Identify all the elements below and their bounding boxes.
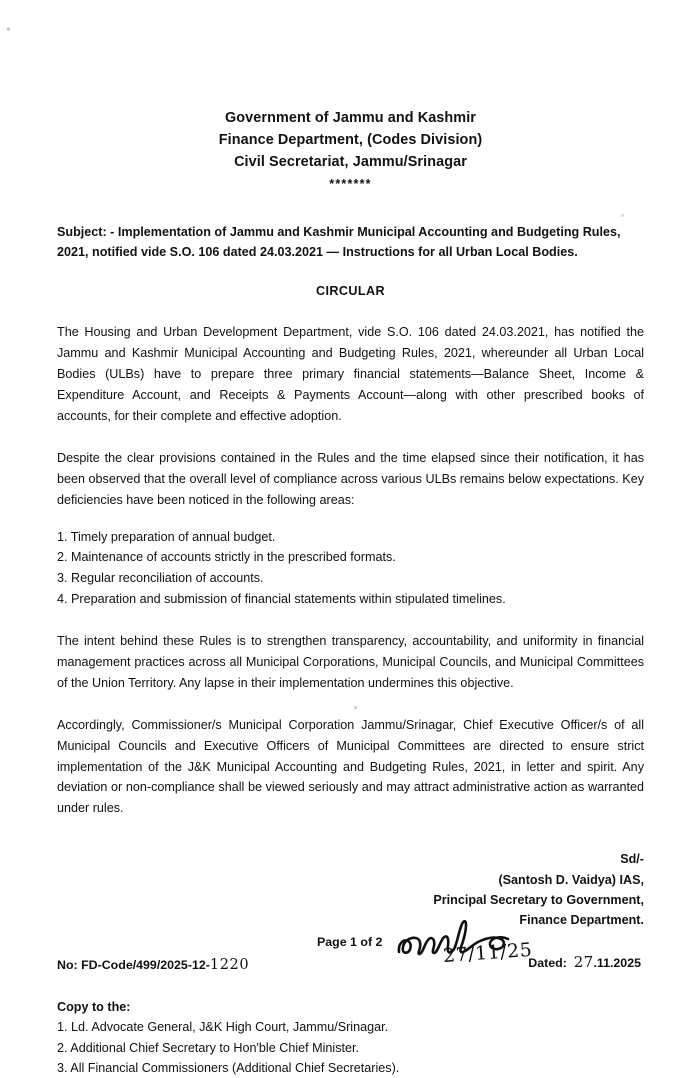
list-item: 3. All Financial Commissioners (Additional Chief Secretaries). — [57, 1061, 400, 1075]
paragraph-directive: Accordingly, Commissioner/s Municipal Corporation Jammu/Srinagar, Chief Executive Officer/s of all Municipal Councils and Executive Officers of Municipal Committees are directed to ensure strict implementation of the J&K Municipal Accounting and Budgeting Rules, 2021, in letter and spirit. Any deviation or non-compliance shall be viewed seriously and may attract administrative action as warranted under rules. — [57, 717, 644, 816]
paragraph-notification: The Housing and Urban Development Department, vide S.O. 106 dated 24.03.2021, has notified the Jammu and Kashmir Municipal Accounting and Budgeting Rules, 2021, whereunder all Urban Local Bodies (ULBs) have to prepare three primary financial statements—Balance Sheet, Income & Expenditure Account, and Receipts & Payments Account—along with other prescribed books of accounts, for their complete and effective adoption. — [57, 325, 644, 424]
page-footer — [0, 930, 696, 1000]
list-item: 3. Regular reconciliation of accounts. — [57, 571, 264, 586]
copy-to-title: Copy to the: — [57, 999, 131, 1014]
signature-sd: Sd/- — [620, 852, 644, 867]
deficiency-list — [57, 527, 644, 611]
signature-name: (Santosh D. Vaidya) IAS, — [498, 872, 644, 887]
signature-designation: Principal Secretary to Government, — [433, 893, 644, 908]
list-item: 4. Preparation and submission of financial statements within stipulated timelines. — [57, 592, 506, 607]
circular-heading: CIRCULAR — [316, 284, 385, 299]
reference-number-handwritten: 1220 — [209, 956, 250, 973]
letterhead-line-2: Finance Department, (Codes Division) — [218, 131, 483, 148]
document-body — [57, 0, 644, 1078]
reference-number-label: No: FD-Code/499/2025-12- — [57, 957, 210, 972]
dated-label: Dated: — [528, 955, 567, 970]
dated-rest: .11.2025 — [593, 955, 641, 970]
dated-day-handwritten: 27 — [573, 952, 594, 971]
scan-speck — [7, 27, 10, 31]
list-item: 2. Additional Chief Secretary to Hon'ble Chief Minister. — [57, 1040, 360, 1055]
copy-to-block — [57, 997, 644, 1078]
letterhead-line-3: Civil Secretariat, Jammu/Srinagar — [234, 153, 467, 170]
list-item: 1. Timely preparation of annual budget. — [57, 529, 276, 544]
signature-block — [57, 849, 644, 931]
paragraph-intent: The intent behind these Rules is to strengthen transparency, accountability, and uniformity in financial management practices across all Municipal Corporations, Municipal Councils, and Municipal Committees of the Union Territory. Any lapse in their implementation undermines this objective. — [57, 634, 644, 690]
paragraph-compliance: Despite the clear provisions contained in the Rules and the time elapsed since their notification, it has been observed that the overall level of compliance across various ULBs remains below expectations. Key deficiencies have been noticed in the following areas: — [57, 450, 644, 507]
letterhead-line-1: Government of Jammu and Kashmir — [225, 110, 476, 126]
handwritten-signature-date: 27/11/25 — [442, 938, 534, 968]
page-number: Page 1 of 2 — [317, 935, 383, 949]
subject-line: Subject: - Implementation of Jammu and Kashmir Municipal Accounting and Budgeting Rules, 2021, notified vide S.O. 106 dated 24.03.2021 — Instructions for all Urban Local Bodies. — [57, 224, 621, 260]
letterhead — [57, 108, 644, 194]
letterhead-separator: ******* — [329, 176, 372, 191]
list-item: 1. Ld. Advocate General, J&K High Court, Jammu/Srinagar. — [57, 1020, 389, 1035]
signature-department: Finance Department. — [519, 913, 644, 928]
list-item: 2. Maintenance of accounts strictly in the prescribed formats. — [57, 550, 396, 565]
